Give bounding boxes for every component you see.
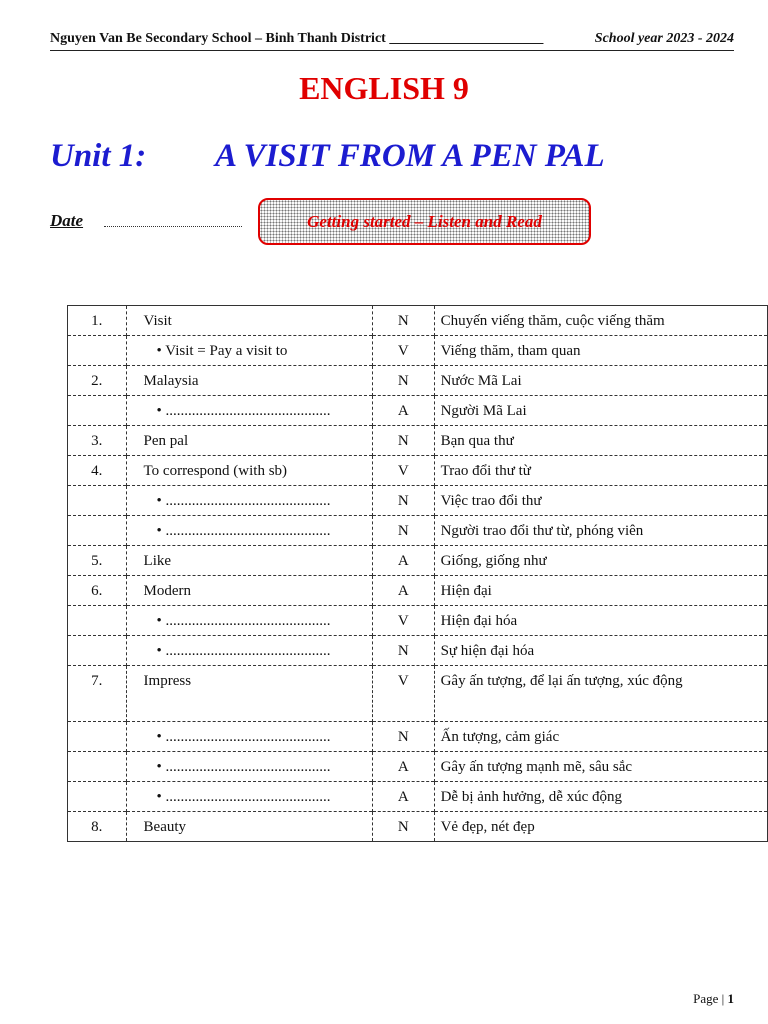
row-number: 7. [68, 666, 127, 722]
row-meaning: Chuyến viếng thăm, cuộc viếng thăm [434, 306, 767, 336]
row-part-of-speech: A [373, 782, 435, 812]
row-number: 3. [68, 426, 127, 456]
row-number: 5. [68, 546, 127, 576]
row-meaning: Vẻ đẹp, nét đẹp [434, 812, 767, 842]
row-part-of-speech: V [373, 336, 435, 366]
unit-name: A VISIT FROM A PEN PAL [215, 138, 605, 174]
row-meaning: Giống, giống như [434, 546, 767, 576]
table-row [68, 576, 768, 606]
row-word: • Visit = Pay a visit to [126, 336, 373, 366]
row-word: • ............................................ [126, 636, 373, 666]
row-number: 1. [91, 313, 103, 329]
date-fill-line [104, 226, 242, 227]
row-word: • ............................................ [126, 722, 373, 752]
row-meaning: Gây ấn tượng mạnh mẽ, sâu sắc [434, 752, 767, 782]
row-word: • ............................................ [126, 396, 373, 426]
row-word: • ............................................ [126, 782, 373, 812]
table-row [68, 636, 768, 666]
row-part-of-speech: N [373, 636, 435, 666]
row-number [68, 606, 127, 636]
row-number: 6. [68, 576, 127, 606]
row-part-of-speech: N [373, 306, 435, 336]
page-number: 1 [727, 991, 734, 1006]
row-part-of-speech: A [373, 396, 435, 426]
table-row [68, 546, 768, 576]
table-row [68, 516, 768, 546]
table-row [68, 456, 768, 486]
row-number [68, 722, 127, 752]
row-number: 4. [68, 456, 127, 486]
table-row [68, 606, 768, 636]
lesson-banner [258, 198, 591, 245]
row-word: Modern [126, 576, 373, 606]
page-title: ENGLISH 9 [299, 70, 469, 106]
row-word: Beauty [126, 812, 373, 842]
row-meaning: Trao đổi thư từ [434, 456, 767, 486]
table-row [68, 666, 768, 722]
row-number [68, 636, 127, 666]
table-row [68, 366, 768, 396]
row-number: 2. [68, 366, 127, 396]
row-part-of-speech: V [373, 456, 435, 486]
page-header [50, 28, 734, 51]
table-row [68, 306, 768, 336]
table-row [68, 336, 768, 366]
row-word: Visit [126, 306, 373, 336]
page-footer [693, 991, 734, 1007]
row-part-of-speech: A [373, 752, 435, 782]
row-word: Impress [126, 666, 373, 722]
row-part-of-speech: N [373, 486, 435, 516]
row-meaning: Người trao đổi thư từ, phóng viên [434, 516, 767, 546]
row-word: • ............................................ [126, 516, 373, 546]
row-meaning: Người Mã Lai [434, 396, 767, 426]
row-number: 8. [68, 812, 127, 842]
school-year: School year 2023 - 2024 [594, 31, 734, 46]
row-part-of-speech: N [373, 812, 435, 842]
table-row [68, 722, 768, 752]
row-number [68, 336, 127, 366]
row-word: • ............................................ [126, 752, 373, 782]
row-word: Pen pal [126, 426, 373, 456]
table-row [68, 812, 768, 842]
row-part-of-speech: N [373, 426, 435, 456]
row-meaning: Việc trao đổi thư [434, 486, 767, 516]
row-meaning: Hiện đại [434, 576, 767, 606]
row-meaning: Hiện đại hóa [434, 606, 767, 636]
row-number [68, 396, 127, 426]
vocabulary-table [67, 305, 768, 842]
row-part-of-speech: A [373, 546, 435, 576]
row-meaning: Dễ bị ảnh hưởng, dễ xúc động [434, 782, 767, 812]
table-row [68, 782, 768, 812]
table-row [68, 752, 768, 782]
row-number [68, 752, 127, 782]
row-part-of-speech: V [373, 606, 435, 636]
table-row [68, 426, 768, 456]
page-label: Page | [693, 991, 725, 1006]
row-meaning: Sự hiện đại hóa [434, 636, 767, 666]
row-part-of-speech: V [373, 666, 435, 722]
lesson-title: Getting started – Listen and Read [307, 211, 542, 231]
row-part-of-speech: N [373, 516, 435, 546]
row-meaning: Nước Mã Lai [434, 366, 767, 396]
row-word: Malaysia [126, 366, 373, 396]
row-meaning: Bạn qua thư [434, 426, 767, 456]
row-word: To correspond (with sb) [126, 456, 373, 486]
row-word: • ............................................ [126, 606, 373, 636]
row-part-of-speech: A [373, 576, 435, 606]
row-part-of-speech: N [373, 722, 435, 752]
row-meaning: Gây ấn tượng, để lại ấn tượng, xúc động [434, 666, 767, 722]
school-name: Nguyen Van Be Secondary School – Binh Thanh District ______________________ [50, 31, 544, 46]
row-number [68, 486, 127, 516]
row-number [68, 516, 127, 546]
unit-number: Unit 1: [50, 138, 147, 174]
row-meaning: Ấn tượng, cảm giác [434, 722, 767, 752]
date-label: Date [50, 211, 84, 230]
table-row [68, 486, 768, 516]
row-word: Like [126, 546, 373, 576]
row-word: • ............................................ [126, 486, 373, 516]
row-meaning: Viếng thăm, tham quan [434, 336, 767, 366]
row-part-of-speech: N [373, 366, 435, 396]
row-number [68, 782, 127, 812]
table-row [68, 396, 768, 426]
